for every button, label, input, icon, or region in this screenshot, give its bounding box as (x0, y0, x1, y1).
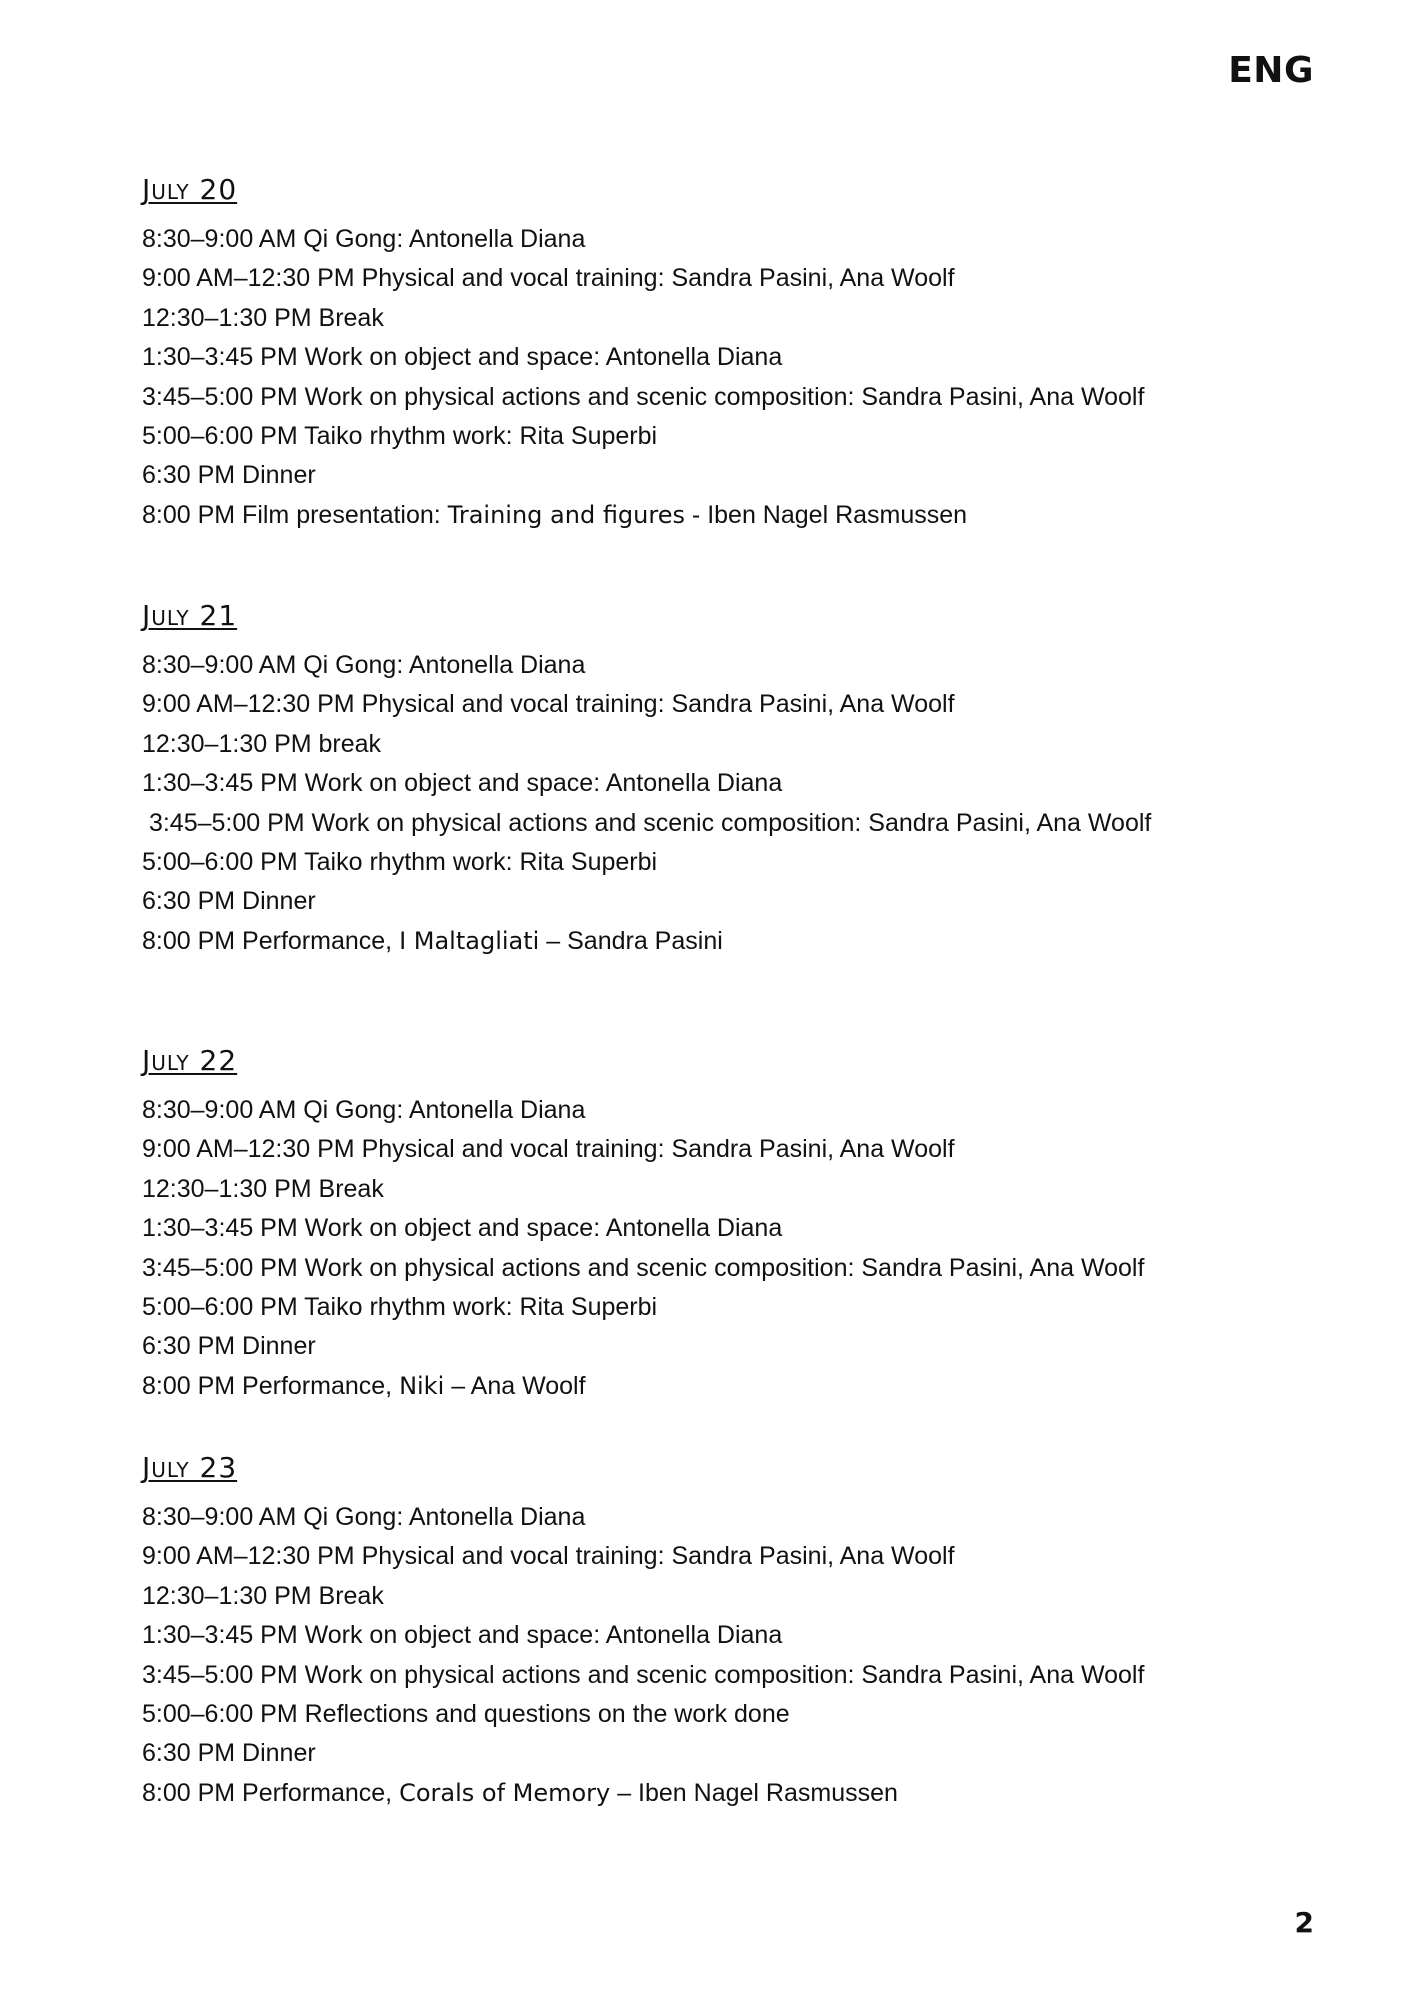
page-number: 2 (1294, 1906, 1314, 1939)
schedule-entry: 8:30–9:00 AM Qi Gong: Antonella Diana (142, 1096, 586, 1124)
day-section-july-23 (142, 1450, 1292, 1813)
evening-suffix: - Iben Nagel Rasmussen (684, 500, 968, 529)
day-section-july-20 (142, 172, 1292, 535)
schedule-entry: 1:30–3:45 PM Work on object and space: Antonella Diana (142, 343, 783, 372)
work-title: Corals of Memory (399, 1778, 611, 1807)
schedule-entry: 6:30 PM Dinner (142, 1332, 316, 1361)
schedule-entry: 6:30 PM Dinner (142, 461, 316, 490)
schedule-entry: 1:30–3:45 PM Work on object and space: Antonella Diana (142, 1621, 783, 1650)
schedule-entry: 9:00 AM–12:30 PM Physical and vocal training: Sandra Pasini, Ana Woolf (142, 1542, 955, 1571)
day-section-july-22 (142, 1043, 1292, 1406)
evening-suffix: – Ana Woolf (444, 1371, 586, 1400)
schedule-entry: 3:45–5:00 PM Work on physical actions and scenic composition: Sandra Pasini, Ana Woolf (142, 382, 1145, 411)
day-heading: July 20 (142, 173, 238, 206)
schedule-entry-evening (142, 1774, 1292, 1813)
schedule-entry: 1:30–3:45 PM Work on object and space: Antonella Diana (142, 769, 783, 798)
schedule-entry: 12:30–1:30 PM Break (142, 303, 384, 332)
schedule-entry: 8:30–9:00 AM Qi Gong: Antonella Diana (142, 651, 586, 679)
schedule-entry: 12:30–1:30 PM break (142, 729, 382, 758)
day-heading: July 21 (142, 599, 238, 632)
work-title: Niki (399, 1371, 445, 1400)
schedule-entry: 6:30 PM Dinner (142, 1739, 316, 1768)
schedule-entry: 9:00 AM–12:30 PM Physical and vocal training: Sandra Pasini, Ana Woolf (142, 690, 955, 719)
day-heading: July 22 (142, 1044, 238, 1077)
schedule-entry-evening (142, 922, 1292, 961)
schedule-entry: 3:45–5:00 PM Work on physical actions and scenic composition: Sandra Pasini, Ana Woolf (142, 808, 1152, 837)
schedule-entry: 8:30–9:00 AM Qi Gong: Antonella Diana (142, 1503, 586, 1531)
schedule-entry: 5:00–6:00 PM Reflections and questions on the work done (142, 1700, 790, 1729)
evening-suffix: – Iben Nagel Rasmussen (610, 1778, 898, 1807)
schedule-entry: 5:00–6:00 PM Taiko rhythm work: Rita Superbi (142, 1293, 658, 1322)
evening-suffix: – Sandra Pasini (539, 926, 723, 955)
evening-prefix: 8:00 PM Performance, (142, 926, 400, 955)
schedule-entry: 9:00 AM–12:30 PM Physical and vocal training: Sandra Pasini, Ana Woolf (142, 1135, 955, 1164)
schedule-entry: 5:00–6:00 PM Taiko rhythm work: Rita Superbi (142, 848, 658, 877)
evening-prefix: 8:00 PM Film presentation: (142, 500, 448, 529)
schedule-entry: 12:30–1:30 PM Break (142, 1174, 384, 1203)
schedule-entry: 9:00 AM–12:30 PM Physical and vocal training: Sandra Pasini, Ana Woolf (142, 264, 955, 293)
evening-prefix: 8:00 PM Performance, (142, 1371, 400, 1400)
schedule-entry: 3:45–5:00 PM Work on physical actions and scenic composition: Sandra Pasini, Ana Woolf (142, 1253, 1145, 1282)
schedule-entry-evening (142, 1367, 1292, 1406)
schedule-entry: 1:30–3:45 PM Work on object and space: Antonella Diana (142, 1214, 783, 1243)
work-title: Training and figures (447, 500, 685, 529)
schedule-entry-evening (142, 496, 1292, 535)
schedule-entry: 5:00–6:00 PM Taiko rhythm work: Rita Superbi (142, 422, 658, 451)
schedule-entry: 12:30–1:30 PM Break (142, 1581, 384, 1610)
evening-prefix: 8:00 PM Performance, (142, 1778, 400, 1807)
day-heading: July 23 (142, 1451, 238, 1484)
language-label: ENG (1228, 50, 1314, 91)
schedule-entry: 8:30–9:00 AM Qi Gong: Antonella Diana (142, 225, 586, 253)
schedule-entry: 6:30 PM Dinner (142, 887, 316, 916)
day-section-july-21 (142, 598, 1292, 961)
work-title: I Maltagliati (399, 926, 540, 955)
schedule-entry: 3:45–5:00 PM Work on physical actions and scenic composition: Sandra Pasini, Ana Woolf (142, 1660, 1145, 1689)
